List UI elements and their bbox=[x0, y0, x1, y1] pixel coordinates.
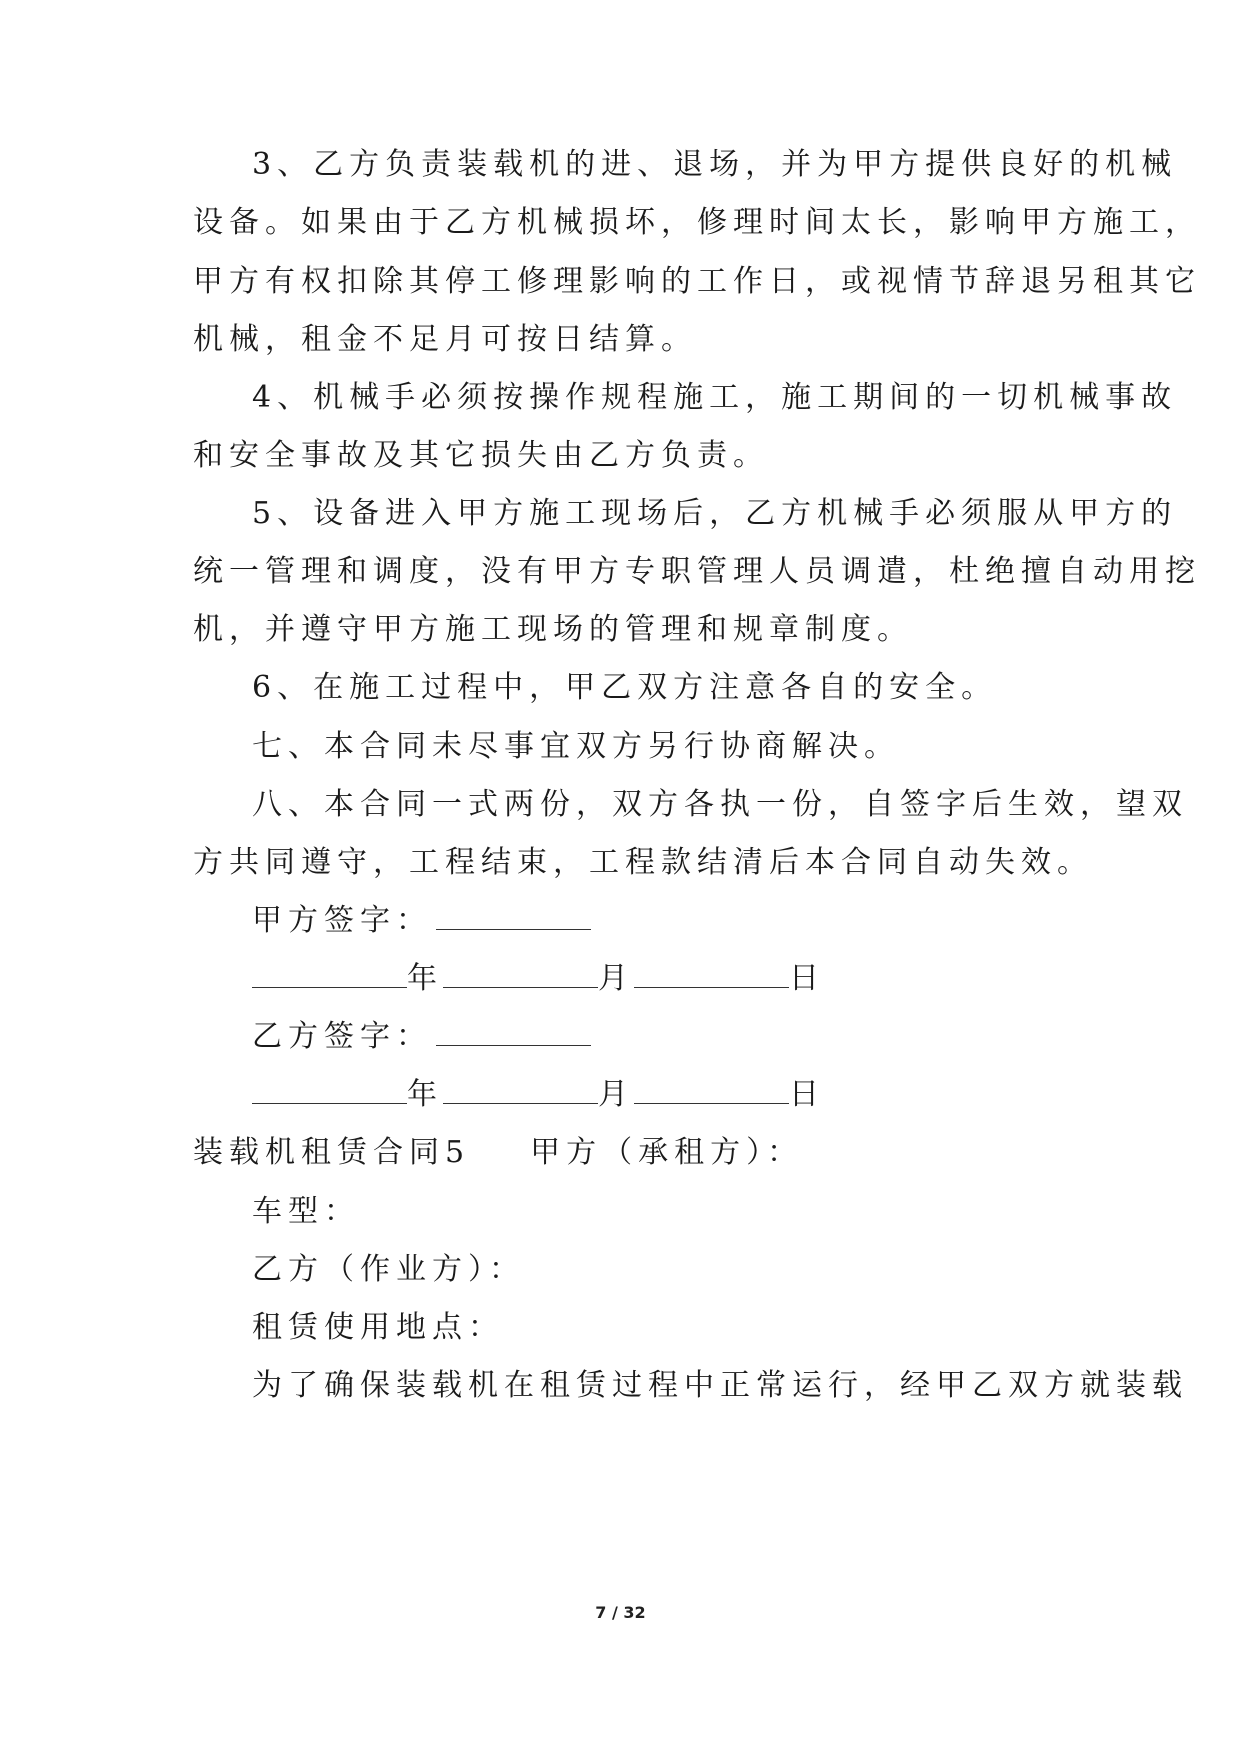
clause-4-line-2: 和安全事故及其它损失由乙方负责。 bbox=[193, 438, 769, 473]
party-a-signature-label: 甲方签字： bbox=[252, 903, 432, 938]
contract-5-party-a: 甲方（承租方）： bbox=[530, 1135, 804, 1170]
clause-eight-line-1: 八、本合同一式两份，双方各执一份，自签字后生效，望双 bbox=[252, 787, 1188, 822]
party-a-month-blank bbox=[443, 961, 598, 988]
party-a-signature-line bbox=[252, 901, 1241, 941]
contract-5-intro: 为了确保装载机在租赁过程中正常运行，经甲乙双方就装载 bbox=[252, 1368, 1188, 1403]
clause-3-line-3: 甲方有权扣除其停工修理影响的工作日，或视情节辞退另租其它 bbox=[193, 264, 1201, 299]
page-number: 7 / 32 bbox=[595, 1603, 646, 1622]
day-label: 日 bbox=[789, 1077, 825, 1112]
party-b-day-blank bbox=[634, 1077, 789, 1104]
clause-3-line-2: 设备。如果由于乙方机械损坏，修理时间太长，影响甲方施工， bbox=[193, 205, 1201, 240]
vehicle-type-field: 车型： bbox=[252, 1194, 360, 1229]
party-b-date-line bbox=[252, 1075, 1241, 1115]
month-label: 月 bbox=[598, 961, 634, 996]
clause-6: 6、在施工过程中，甲乙双方注意各自的安全。 bbox=[252, 670, 998, 705]
clause-seven: 七、本合同未尽事宜双方另行协商解决。 bbox=[252, 729, 900, 764]
party-a-day-blank bbox=[634, 961, 789, 988]
party-b-signature-label: 乙方签字： bbox=[252, 1019, 432, 1054]
party-b-signature-blank bbox=[436, 1019, 591, 1046]
month-label: 月 bbox=[598, 1077, 634, 1112]
contract-5-party-b: 乙方（作业方）： bbox=[252, 1252, 525, 1287]
party-a-date-line bbox=[252, 959, 1241, 999]
clause-4-line-1: 4、机械手必须按操作规程施工，施工期间的一切机械事故 bbox=[252, 380, 1178, 415]
contract-5-heading-line bbox=[193, 1133, 1241, 1173]
clause-eight-line-2: 方共同遵守，工程结束，工程款结清后本合同自动失效。 bbox=[193, 845, 1093, 880]
party-a-signature-blank bbox=[436, 903, 591, 930]
clause-5-line-1: 5、设备进入甲方施工现场后，乙方机械手必须服从甲方的 bbox=[252, 496, 1178, 531]
clause-5-line-2: 统一管理和调度，没有甲方专职管理人员调遣，杜绝擅自动用挖 bbox=[193, 554, 1201, 589]
party-b-year-blank bbox=[252, 1077, 407, 1104]
party-b-signature-line bbox=[252, 1017, 1241, 1057]
day-label: 日 bbox=[789, 961, 825, 996]
rental-location-field: 租赁使用地点： bbox=[252, 1310, 504, 1345]
contract-5-title: 装载机租赁合同5 bbox=[193, 1135, 471, 1170]
clause-3-line-4: 机械，租金不足月可按日结算。 bbox=[193, 322, 697, 357]
year-label: 年 bbox=[407, 1077, 443, 1112]
party-b-month-blank bbox=[443, 1077, 598, 1104]
year-label: 年 bbox=[407, 961, 443, 996]
party-a-year-blank bbox=[252, 961, 407, 988]
clause-5-line-3: 机，并遵守甲方施工现场的管理和规章制度。 bbox=[193, 612, 913, 647]
clause-3-line-1: 3、乙方负责装载机的进、退场，并为甲方提供良好的机械 bbox=[252, 147, 1178, 182]
